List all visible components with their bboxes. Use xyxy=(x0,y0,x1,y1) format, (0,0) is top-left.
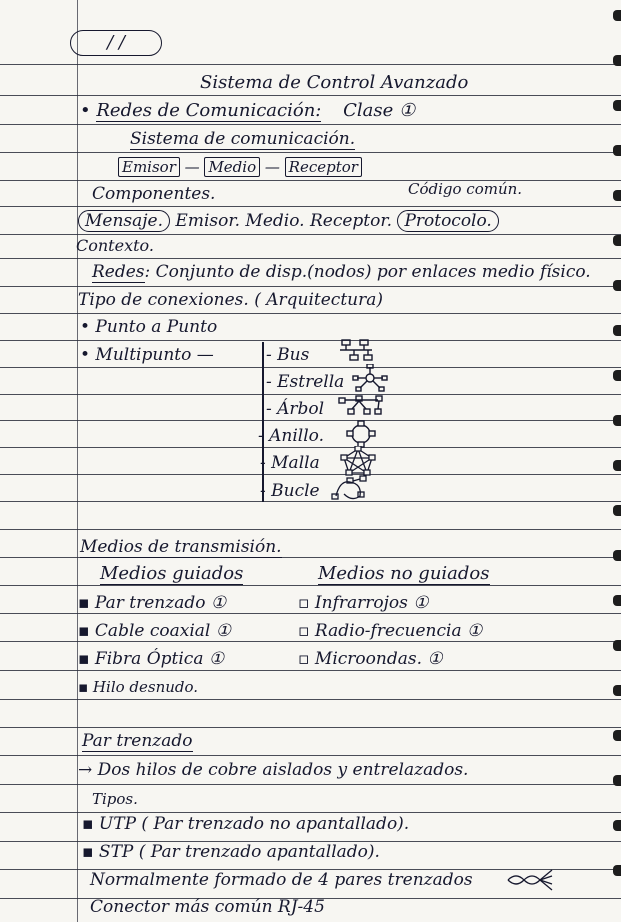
mesh-topology-icon xyxy=(340,446,376,476)
bullet: • xyxy=(80,100,91,121)
topology-anillo: - Anillo. xyxy=(258,426,325,446)
rule-line xyxy=(0,206,621,207)
medios-title-text: Medios de transmisión. xyxy=(80,537,282,557)
redes-definition xyxy=(92,262,591,282)
rule-line xyxy=(0,784,621,785)
rule-line xyxy=(0,258,621,259)
par-desc: → Dos hilos de cobre aislados y entrelazados. xyxy=(78,760,469,780)
rule-line xyxy=(0,234,621,235)
codigo-comun: Código común. xyxy=(408,180,523,198)
sistema-comunicacion xyxy=(130,129,355,149)
binder-hole xyxy=(613,460,621,471)
binder-hole xyxy=(613,505,621,516)
binder-hole xyxy=(613,775,621,786)
binder-holes xyxy=(607,0,621,922)
rule-line xyxy=(0,727,621,728)
communication-chain xyxy=(118,157,362,177)
rule-line xyxy=(0,755,621,756)
guiado-item: ▪ Hilo desnudo. xyxy=(78,678,199,696)
star-topology-icon xyxy=(352,364,388,392)
binder-hole xyxy=(613,550,621,561)
rule-line xyxy=(0,447,621,448)
rule-line xyxy=(0,286,621,287)
binder-hole xyxy=(613,820,621,831)
normalmente-line: Normalmente formado de 4 pares trenzados xyxy=(90,870,473,890)
heading-redes xyxy=(80,101,415,121)
rule-line xyxy=(0,180,621,181)
topology-bracket xyxy=(262,342,264,502)
rule-line xyxy=(0,699,621,700)
binder-hole xyxy=(613,370,621,381)
binder-hole xyxy=(613,640,621,651)
loop-topology-icon xyxy=(330,474,370,504)
guiados-title xyxy=(100,564,243,584)
noguiados-title xyxy=(318,564,490,584)
tipo-conexiones: Tipo de conexiones. ( Arquitectura) xyxy=(78,290,384,310)
noguiados-title-text: Medios no guiados xyxy=(318,563,490,584)
conector-line: Conector más común RJ-45 xyxy=(90,897,325,917)
binder-hole xyxy=(613,595,621,606)
rule-line xyxy=(0,124,621,125)
chain-dash: — xyxy=(184,158,200,176)
par-title-text: Par trenzado xyxy=(82,731,193,751)
rule-line xyxy=(0,670,621,671)
twisted-pair-icon xyxy=(506,866,554,894)
contexto-label: Contexto. xyxy=(76,236,154,255)
chain-dash: — xyxy=(264,158,280,176)
protocolo-label: Protocolo. xyxy=(397,210,498,232)
rule-line xyxy=(0,64,621,65)
componentes-label: Componentes. xyxy=(92,184,216,204)
clase-note: Clase ① xyxy=(343,100,416,121)
multipunto: • Multipunto — xyxy=(80,345,214,365)
guiados-title-text: Medios guiados xyxy=(100,563,244,584)
binder-hole xyxy=(613,190,621,201)
noguiado-item: ▫ Radio-frecuencia ① xyxy=(298,621,483,641)
tree-topology-icon xyxy=(338,394,384,416)
rule-line xyxy=(0,585,621,586)
receptor-box: Receptor xyxy=(285,157,362,177)
binder-hole xyxy=(613,685,621,696)
components-line xyxy=(78,211,499,231)
topology-bus: - Bus xyxy=(266,345,310,365)
mensaje-label: Mensaje. xyxy=(78,210,170,232)
rule-line xyxy=(0,394,621,395)
binder-hole xyxy=(613,10,621,21)
rule-line xyxy=(0,474,621,475)
topology-malla: - Malla xyxy=(260,453,320,473)
utp-line: ▪ UTP ( Par trenzado no apantallado). xyxy=(82,814,410,834)
guiado-item: ▪ Fibra Óptica ① xyxy=(78,649,225,669)
ring-topology-icon xyxy=(344,420,378,448)
rule-line xyxy=(0,501,621,502)
topology-bucle: - Bucle xyxy=(260,481,320,501)
stp-line: ▪ STP ( Par trenzado apantallado). xyxy=(82,842,380,862)
rule-line xyxy=(0,420,621,421)
topology-estrella: - Estrella xyxy=(266,372,345,392)
emisor-label: Emisor. xyxy=(175,211,241,231)
topology-arbol: - Árbol xyxy=(266,399,325,419)
binder-hole xyxy=(613,865,621,876)
punto-a-punto: • Punto a Punto xyxy=(80,317,218,337)
binder-hole xyxy=(613,235,621,246)
medios-title xyxy=(80,537,282,557)
binder-hole xyxy=(613,280,621,291)
medio-label: Medio. xyxy=(245,211,305,231)
medio-box: Medio xyxy=(204,157,260,177)
rule-line xyxy=(0,641,621,642)
binder-hole xyxy=(613,415,621,426)
date-field: / / xyxy=(70,30,162,56)
receptor-label: Receptor. xyxy=(309,211,393,231)
bus-topology-icon xyxy=(336,338,376,362)
rule-line xyxy=(0,152,621,153)
sistema-text: Sistema de comunicación. xyxy=(130,129,356,149)
page-title: Sistema de Control Avanzado xyxy=(200,72,469,93)
binder-hole xyxy=(613,730,621,741)
binder-hole xyxy=(613,325,621,336)
rule-line xyxy=(0,313,621,314)
rule-line xyxy=(0,340,621,341)
guiado-item: ▪ Par trenzado ① xyxy=(78,593,227,613)
rule-line xyxy=(0,529,621,530)
binder-hole xyxy=(613,55,621,66)
rule-line xyxy=(0,367,621,368)
rule-line xyxy=(0,613,621,614)
noguiado-item: ▫ Infrarrojos ① xyxy=(298,593,429,613)
tipos-label: Tipos. xyxy=(92,790,138,808)
heading-text: Redes de Comunicación: xyxy=(96,100,322,121)
rule-line xyxy=(0,95,621,96)
redes-label: Redes xyxy=(92,262,145,282)
guiado-item: ▪ Cable coaxial ① xyxy=(78,621,231,641)
noguiado-item: ▫ Microondas. ① xyxy=(298,649,443,669)
rule-line xyxy=(0,812,621,813)
emisor-box: Emisor xyxy=(118,157,180,177)
redes-text: : Conjunto de disp.(nodos) por enlaces medio físico. xyxy=(144,262,591,282)
par-title xyxy=(82,731,193,751)
binder-hole xyxy=(613,100,621,111)
binder-hole xyxy=(613,145,621,156)
